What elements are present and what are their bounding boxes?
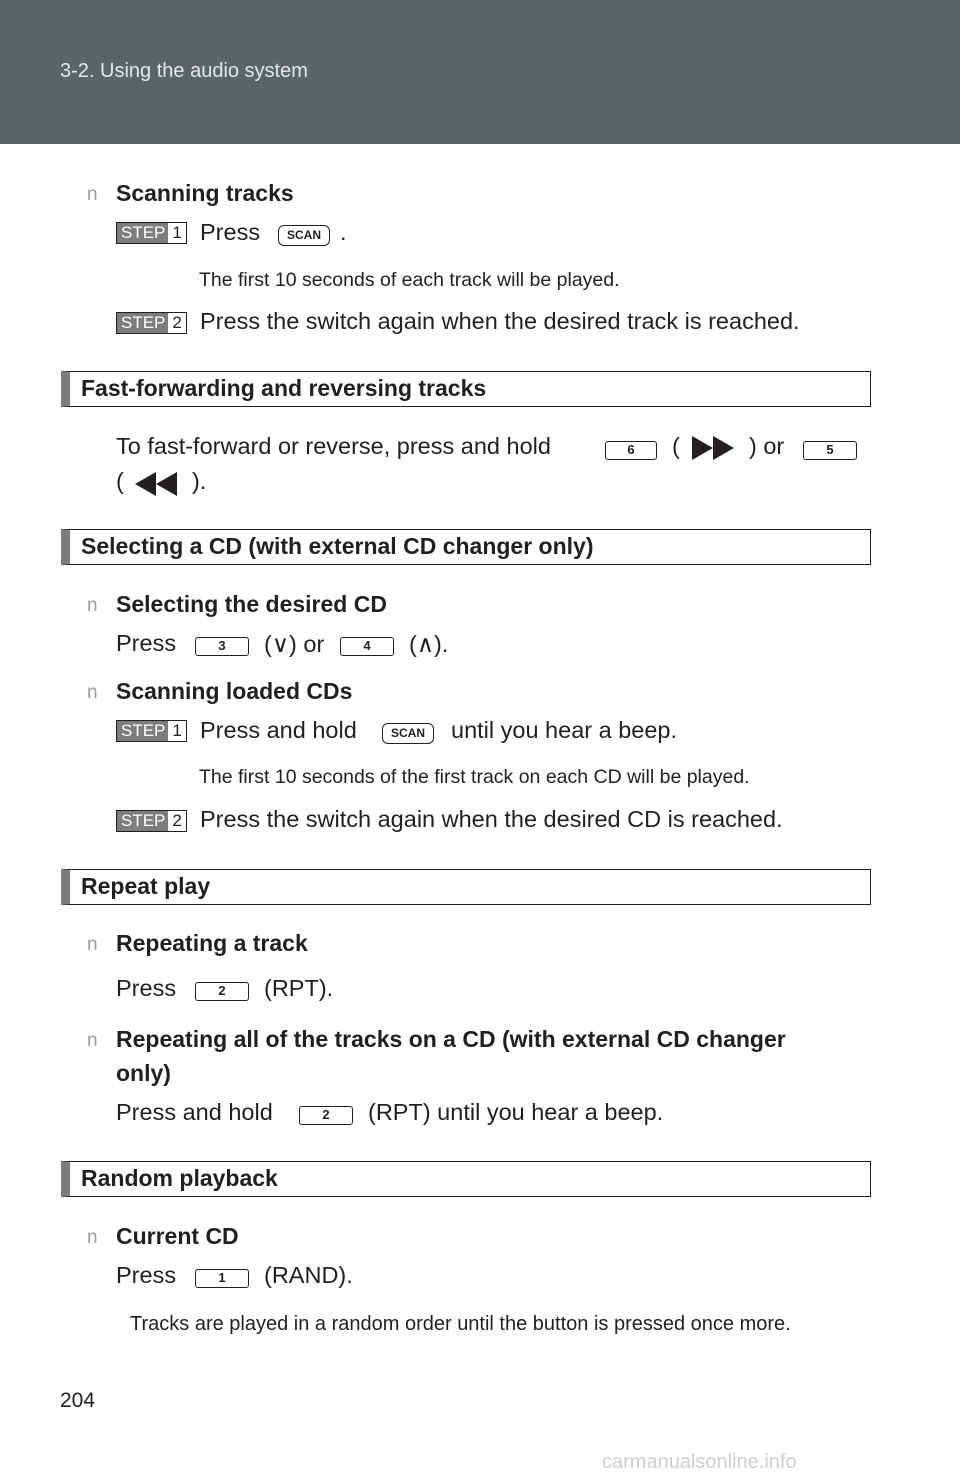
subheading-scanning-tracks: Scanning tracks bbox=[116, 180, 294, 206]
subheading-current-cd: Current CD bbox=[116, 1223, 239, 1249]
section-heading-repeat-play: Repeat play bbox=[61, 869, 871, 905]
preset-button-4-icon: 4 bbox=[340, 637, 394, 656]
instruction-text: (RAND). bbox=[264, 1262, 353, 1288]
subheading-selecting-desired-cd: Selecting the desired CD bbox=[116, 591, 387, 617]
instruction-text: To fast-forward or reverse, press and hold bbox=[116, 433, 551, 459]
section-heading-selecting-cd: Selecting a CD (with external CD changer only) bbox=[61, 529, 871, 565]
bullet-icon: n bbox=[87, 934, 98, 955]
instruction-text: ( bbox=[672, 433, 680, 459]
bullet-icon: n bbox=[87, 1227, 98, 1248]
step-badge: STEP 2 bbox=[116, 312, 187, 334]
section-heading-random-playback: Random playback bbox=[61, 1161, 871, 1197]
scan-button-icon: SCAN bbox=[382, 723, 434, 744]
instruction-text: . bbox=[340, 219, 347, 245]
instruction-text: (∨) or bbox=[264, 631, 325, 657]
instruction-text: (RPT) until you hear a beep. bbox=[368, 1099, 664, 1125]
step-badge: STEP 1 bbox=[116, 720, 187, 742]
instruction-text: (∧). bbox=[409, 631, 449, 657]
page-header bbox=[0, 0, 960, 144]
instruction-text: Press bbox=[200, 219, 261, 245]
step-badge: STEP 1 bbox=[116, 222, 187, 244]
rewind-icon bbox=[135, 472, 177, 496]
subheading-repeating-all-cont: only) bbox=[116, 1060, 171, 1086]
bullet-icon: n bbox=[87, 1030, 98, 1051]
section-heading-fast-forward: Fast-forwarding and reversing tracks bbox=[61, 371, 871, 407]
instruction-text: (RPT). bbox=[264, 975, 334, 1001]
instruction-text: Press the switch again when the desired CD is reached. bbox=[200, 806, 783, 832]
instruction-text: Press the switch again when the desired track is reached. bbox=[200, 308, 800, 334]
subheading-scanning-loaded-cds: Scanning loaded CDs bbox=[116, 678, 353, 704]
page-number: 204 bbox=[60, 1389, 96, 1412]
note-text: The first 10 seconds of each track will be played. bbox=[199, 269, 620, 291]
note-text: Tracks are played in a random order until the button is pressed once more. bbox=[130, 1313, 791, 1335]
fast-forward-icon bbox=[692, 436, 734, 460]
bullet-icon: n bbox=[87, 184, 98, 205]
preset-button-3-icon: 3 bbox=[195, 637, 249, 656]
instruction-text: ) or bbox=[749, 433, 785, 459]
preset-button-5-icon: 5 bbox=[803, 441, 857, 460]
instruction-text: ). bbox=[192, 468, 207, 494]
preset-button-2-icon: 2 bbox=[299, 1106, 353, 1125]
instruction-text: Press bbox=[116, 1262, 177, 1288]
instruction-text: Press bbox=[116, 630, 177, 656]
instruction-text: ( bbox=[116, 468, 124, 494]
preset-button-1-icon: 1 bbox=[195, 1269, 249, 1288]
bullet-icon: n bbox=[87, 595, 98, 616]
scan-button-icon: SCAN bbox=[278, 225, 330, 246]
watermark: carmanualsonline.info bbox=[602, 1451, 797, 1473]
preset-button-6-icon: 6 bbox=[605, 441, 657, 460]
bullet-icon: n bbox=[87, 682, 98, 703]
instruction-text: until you hear a beep. bbox=[451, 717, 678, 743]
header-section-title: 3-2. Using the audio system bbox=[60, 60, 308, 82]
instruction-text: Press and hold bbox=[116, 1099, 273, 1125]
note-text: The first 10 seconds of the first track on each CD will be played. bbox=[199, 766, 750, 788]
subheading-repeating-track: Repeating a track bbox=[116, 930, 308, 956]
instruction-text: Press and hold bbox=[200, 717, 357, 743]
preset-button-2-icon: 2 bbox=[195, 982, 249, 1001]
step-badge: STEP 2 bbox=[116, 810, 187, 832]
subheading-repeating-all: Repeating all of the tracks on a CD (with external CD changer bbox=[116, 1026, 786, 1052]
instruction-text: Press bbox=[116, 975, 177, 1001]
